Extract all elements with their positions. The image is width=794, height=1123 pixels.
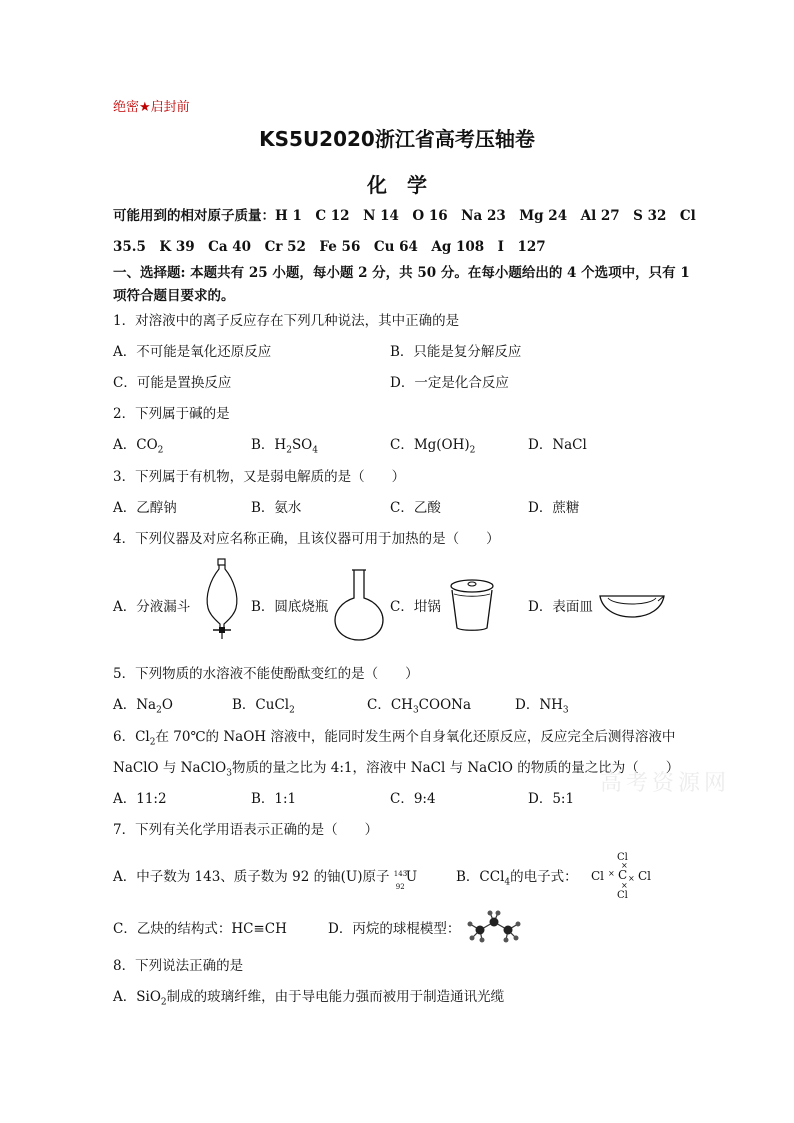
q8-stem: 8．下列说法正确的是 <box>113 958 244 974</box>
q5-option-c: C．$CH_3COONa$ <box>367 697 471 716</box>
q4-stem: 4．下列仪器及对应名称正确，且该仪器可用于加热的是（ ） <box>113 531 500 547</box>
subject-title: 化 学 <box>367 173 427 197</box>
q6-option-b: B．1:1 <box>251 791 297 807</box>
q8-option-a: A．SiO$_2$制成的玻璃纤维，由于导电能力强而被用于制造通讯光缆 <box>113 989 505 1008</box>
electron-pair-right: × <box>628 874 635 883</box>
q3-stem: 3．下列属于有机物，又是弱电解质的是（ ） <box>113 469 406 485</box>
star-icon: ★ <box>139 100 151 115</box>
propane-ball-stick-model-icon <box>466 910 522 944</box>
q3-option-c: C．乙酸 <box>390 500 441 516</box>
q2-option-c: C．$Mg(OH)_2$ <box>390 437 476 456</box>
q7-option-b: B．CCl$_4$的电子式： <box>456 869 578 888</box>
q2-option-d: D．NaCl <box>528 437 587 453</box>
q5-option-d: D．$NH_3$ <box>515 697 569 716</box>
round-bottom-flask-icon <box>333 568 385 642</box>
q7-option-a: A．中子数为 143、质子数为 92 的铀(U)原子 143 92 U <box>113 869 418 891</box>
q6-option-d: D．5:1 <box>528 791 575 807</box>
q3-option-a: A．乙醇钠 <box>113 500 177 516</box>
confidential-label <box>113 99 190 117</box>
confidential-text: 绝密 <box>113 100 140 115</box>
q1-option-d: D．一定是化合反应 <box>390 375 509 391</box>
q6-stem-line-1: 6．$Cl_2$在 70℃的 NaOH 溶液中，能同时发生两个自身氧化还原反应，反应完全后测得溶液中 <box>113 729 676 748</box>
electron-pair-top: × <box>621 861 628 870</box>
before-opening-text: 启封前 <box>150 100 190 115</box>
cl-right: Cl <box>638 869 652 883</box>
electron-pair-bottom: × <box>621 881 628 890</box>
q2-option-a: A．$CO_2$ <box>113 437 164 456</box>
cl-top: Cl <box>617 852 628 863</box>
q5-option-b: B．CuCl$_2$ <box>232 697 295 716</box>
watermark: 高考资源网 <box>600 771 731 796</box>
q3-option-d: D．蔗糖 <box>528 500 580 516</box>
q6-stem-line-2: NaClO 与 NaClO$_3$物质的量之比为 4:1，溶液中 NaCl 与 NaClO 的物质的量之比为（ ） <box>113 760 680 779</box>
q1-option-b: B．只能是复分解反应 <box>390 344 522 360</box>
uranium-isotope-symbol: 143 92 U <box>393 869 418 891</box>
q7-stem: 7．下列有关化学用语表示正确的是（ ） <box>113 822 379 838</box>
q6-option-c: C．9:4 <box>390 791 436 807</box>
section-heading-line-2: 项符合题目要求的。 <box>113 288 235 304</box>
section-heading-line-1: 一、选择题: 本题共有 25 小题，每小题 2 分，共 50 分。在每小题给出的 4 个选项中，只有 1 <box>113 265 690 281</box>
q4-option-b: B．圆底烧瓶 <box>251 599 329 615</box>
crucible-icon <box>448 578 496 632</box>
q7-option-c: C．乙炔的结构式：HC≡CH <box>113 921 287 937</box>
q6-option-a: A．11:2 <box>113 791 167 807</box>
q2-option-b: B．$H_2SO_4$ <box>251 437 318 456</box>
q7-option-d: D．丙烷的球棍模型： <box>328 921 461 937</box>
q3-option-b: B．氨水 <box>251 500 302 516</box>
q5-stem: 5．下列物质的水溶液不能使酚酞变红的是（ ） <box>113 666 419 682</box>
q1-option-c: C．可能是置换反应 <box>113 375 232 391</box>
cl-bottom: Cl <box>617 890 628 901</box>
cl-left: Cl <box>591 869 605 883</box>
q5-option-a: A．$Na_2O$ <box>113 697 173 716</box>
q2-stem: 2．下列属于碱的是 <box>113 406 230 422</box>
q4-option-d: D．表面皿 <box>528 599 593 615</box>
atomic-mass-line-1: 可能用到的相对原子质量：H 1 C 12 N 14 O 16 Na 23 Mg 24 Al 27 S 32 Cl <box>113 208 696 224</box>
electron-pair-left: × <box>608 869 615 878</box>
q4-option-a: A．分液漏斗 <box>113 599 191 615</box>
q4-option-c: C．坩锅 <box>390 599 441 615</box>
q1-stem: 1．对溶液中的离子反应存在下列几种说法，其中正确的是 <box>113 313 460 329</box>
atomic-mass-line-2: 35.5 K 39 Ca 40 Cr 52 Fe 56 Cu 64 Ag 108 I 127 <box>113 239 546 255</box>
watch-glass-icon <box>598 592 666 620</box>
ccl4-electron-formula <box>590 852 660 904</box>
separatory-funnel-icon <box>200 558 244 640</box>
q1-option-a: A．不可能是氧化还原反应 <box>113 344 272 360</box>
carbon-atom: C <box>618 868 628 882</box>
exam-title: KS5U2020浙江省高考压轴卷 <box>259 127 535 151</box>
